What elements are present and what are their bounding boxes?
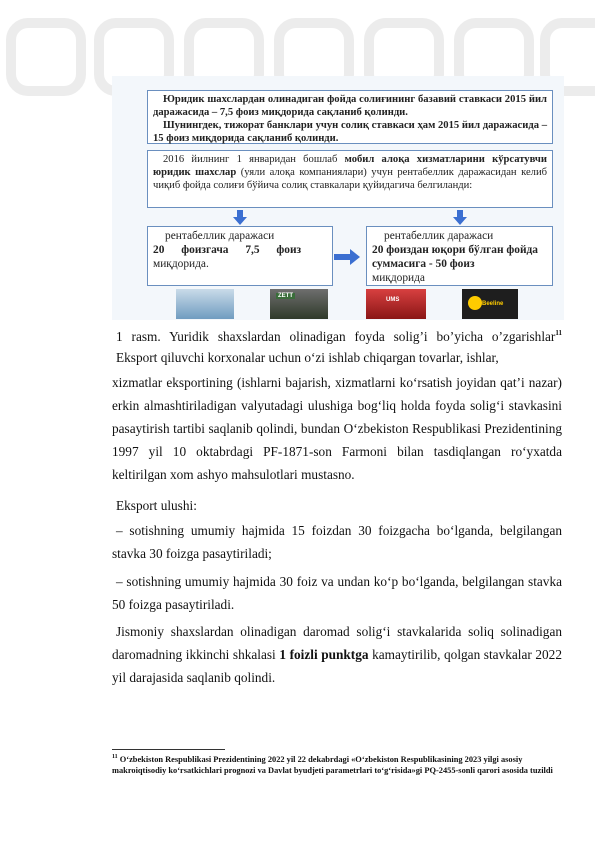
- right-box-line1: рентабеллик даражаси: [384, 230, 494, 242]
- building-photo: [176, 289, 234, 319]
- paragraph-2: Eksport ulushi:: [116, 498, 197, 513]
- right-arrow-icon: [334, 252, 360, 262]
- paragraph-1-rest: xizmatlar eksportining (ishlarni bajarish, xizmatlarni ko‘rsatish joyidan qat’i nazar) erkin almashtiriladigan valyutadagi ulushiga bog‘liq holda foyda solig‘i stavkasini pasaytirish tartibi saqlanib qolindi, bundan O‘zbekiston Respublikasi Prezidentining 1997 yil 10 oktabrdagi PF-1871-son Farmoni bilan tasdiqlangan ro‘yxatda keltirilgan xom ashyo mahsulotlari mustasno.: [112, 375, 562, 482]
- beeline-sign-text: Beeline: [482, 301, 504, 307]
- top-info-box: [147, 90, 553, 144]
- right-box-line2: 20 фоиздан юқори бўлган фойда суммасига - 50 фоиз: [372, 244, 538, 270]
- paragraph-5-bold: 1 foizli punktga: [279, 647, 369, 662]
- beeline-logo-icon: [468, 296, 482, 310]
- figure-infographic: [112, 76, 564, 320]
- ums-sign-text: UMS: [386, 297, 400, 303]
- paragraph-1-first-line: Eksport qiluvchi korxonalar uchun o‘zi ishlab chiqargan tovarlar, ishlar,: [116, 350, 499, 365]
- store-photo: [270, 289, 328, 319]
- middle-box-rest: учун рентабеллик даражасидан келиб чиқиб фойда солиғи бўйича солиқ ставкалари қуйидагича белгиланди:: [153, 167, 548, 191]
- footnote-divider: [112, 749, 225, 750]
- right-box-line3: миқдорида: [372, 272, 425, 284]
- caption-text: 1 rasm. Yuridik shaxslardan olinadigan foyda solig’i bo’yicha o’zgarishlar: [116, 329, 556, 344]
- paragraph-3: – sotishning umumiy hajmida 15 foizdan 30 foizgacha bo‘lganda, belgilangan stavka 30 foizga pasaytiriladi;: [112, 523, 562, 561]
- footnote-text: O‘zbekiston Respublikasi Prezidentining 2022 yil 22 dekabrdagi «O‘zbekiston Respublikasining 2023 yilgi asosiy makroiqtisodiy ko‘rsatkichlari prognozi va Davlat byudjeti parametrlari to‘g‘risida»gi PQ-2455-sonli qarori asosida tuzildi: [112, 754, 553, 775]
- left-box-line2: 20 фоизгача 7,5 фоиз: [153, 244, 302, 256]
- store-sign-text: ZETT: [278, 293, 293, 299]
- figure-caption: [116, 322, 562, 348]
- beeline-logo-photo: [462, 289, 518, 319]
- paragraph-4: – sotishning umumiy hajmida 30 foiz va undan ko‘p bo‘lganda, belgilangan stavka 50 foizga pasaytiriladi.: [112, 574, 562, 612]
- middle-box-bold: мобил алоқа хизматларини кўрсатувчи юридик шахслар: [153, 154, 547, 178]
- middle-info-box: [147, 150, 553, 208]
- footnote: [112, 752, 564, 776]
- middle-box-prefix: 2016 йилнинг 1 январидан бошлаб: [163, 154, 338, 165]
- right-rate-box: [366, 226, 553, 286]
- caption-footnote-mark: 11: [555, 329, 562, 337]
- paragraph-5: [112, 620, 562, 689]
- middle-box-text: [153, 153, 547, 192]
- middle-box-paren: (уяли алоқа компаниялари): [240, 167, 367, 178]
- left-rate-box: [147, 226, 333, 286]
- top-box-line2: Шунингдек, тижорат банклари учун солиқ ставкаси ҳам 2015 йил даражасида – 15 фоиз миқдорида сақланиб қолинди.: [153, 120, 547, 144]
- top-box-line1: Юридик шахслардан олинадиган фойда солиғининг базавий ставкаси 2015 йил даражасида – 7,5 фоиз миқдорида сақланиб қолинди.: [153, 94, 547, 118]
- left-box-line1: рентабеллик даражаси: [165, 230, 275, 242]
- paragraph-5-start: Jismoniy shaxslardan olinadigan daromad solig‘i stavkalarida soliq solinadigan daromadning ikkinchi shkalasi: [112, 624, 562, 662]
- paragraph-5-end: kamaytirilib, qolgan stavkalar 2022 yil darajasida saqlanib qolindi.: [112, 647, 562, 685]
- footnote-mark: 11: [112, 754, 118, 760]
- ums-office-photo: [366, 289, 426, 319]
- left-box-line3: миқдорида.: [153, 258, 209, 270]
